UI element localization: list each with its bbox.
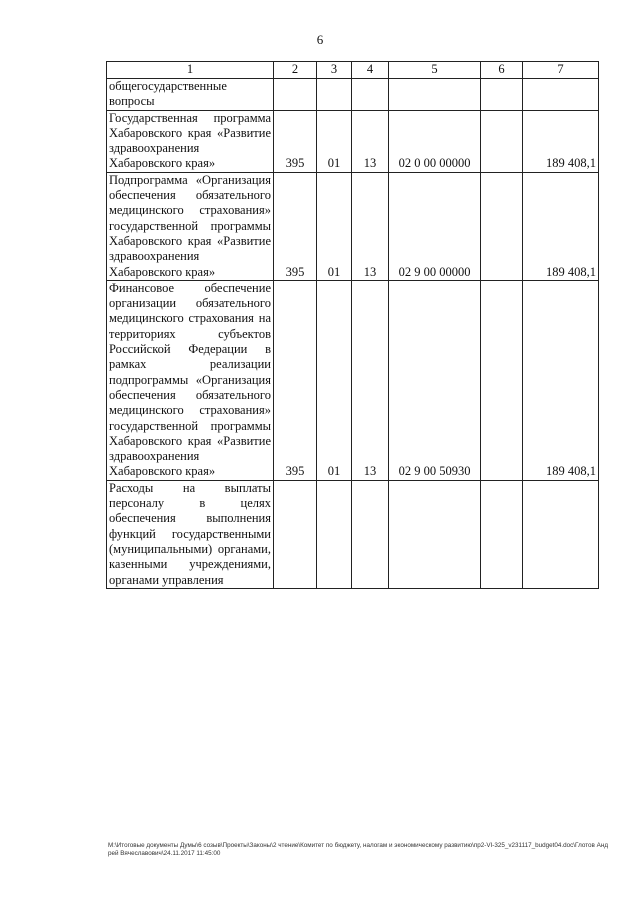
col-header-2: 2 (274, 62, 317, 79)
cell-target-article (389, 480, 481, 588)
cell-amount: 189 408,1 (523, 172, 599, 280)
table-row (107, 280, 599, 480)
row-description: Финансовое обеспечение организации обязательного медицинского страхования на территориях субъектов Российской Федерации в рамках реализации подпрограммы «Организация обеспечения обязательного медицинского страхования» государственной программы Хабаровского края «Развитие здравоохранения Хабаровского края» (107, 280, 274, 480)
cell-expense-type (481, 280, 523, 480)
col-header-4: 4 (352, 62, 389, 79)
cell-subsection: 13 (352, 280, 389, 480)
budget-table (106, 61, 599, 589)
row-description: Расходы на выплаты персоналу в целях обеспечения выполнения функций государственными (муниципальными) органами, казенными учреждениями, органами управления (107, 480, 274, 588)
row-description: Подпрограмма «Организация обеспечения обязательного медицинского страхования» государственной программы Хабаровского края «Развитие здравоохранения Хабаровского края» (107, 172, 274, 280)
cell-subsection: 13 (352, 110, 389, 172)
col-header-1: 1 (107, 62, 274, 79)
cell-amount (523, 480, 599, 588)
col-header-3: 3 (317, 62, 352, 79)
cell-target-article: 02 9 00 00000 (389, 172, 481, 280)
cell-section (317, 480, 352, 588)
cell-amount: 189 408,1 (523, 280, 599, 480)
col-header-5: 5 (389, 62, 481, 79)
row-description: Государственная программа Хабаровского края «Развитие здравоохранения Хабаровского края» (107, 110, 274, 172)
cell-amount: 189 408,1 (523, 110, 599, 172)
table-row (107, 110, 599, 172)
cell-ved: 395 (274, 280, 317, 480)
table-row (107, 79, 599, 111)
col-header-6: 6 (481, 62, 523, 79)
cell-target-article (389, 79, 481, 111)
cell-section: 01 (317, 280, 352, 480)
cell-section: 01 (317, 110, 352, 172)
table-row (107, 172, 599, 280)
cell-target-article: 02 0 00 00000 (389, 110, 481, 172)
cell-ved (274, 480, 317, 588)
cell-target-article: 02 9 00 50930 (389, 280, 481, 480)
cell-expense-type (481, 110, 523, 172)
col-header-7: 7 (523, 62, 599, 79)
cell-section: 01 (317, 172, 352, 280)
cell-amount (523, 79, 599, 111)
cell-section (317, 79, 352, 111)
cell-expense-type (481, 480, 523, 588)
cell-subsection (352, 79, 389, 111)
page-number: 6 (316, 32, 324, 47)
cell-expense-type (481, 79, 523, 111)
document-path-footer: M:\Итоговые документы Думы\6 созыв\Проекты\Законы\2 чтение\Комитет по бюджету, налогам и экономическому развитию\пр2-VI-325_v231117_budget04.doc\Глотов Андрей Вячеславович\24.11.2017 11:45:00 (108, 842, 608, 857)
table-row (107, 480, 599, 588)
cell-subsection (352, 480, 389, 588)
header-row (107, 62, 599, 79)
cell-ved (274, 79, 317, 111)
cell-ved: 395 (274, 110, 317, 172)
row-description: общегосударственные вопросы (107, 79, 274, 111)
cell-subsection: 13 (352, 172, 389, 280)
cell-expense-type (481, 172, 523, 280)
cell-ved: 395 (274, 172, 317, 280)
